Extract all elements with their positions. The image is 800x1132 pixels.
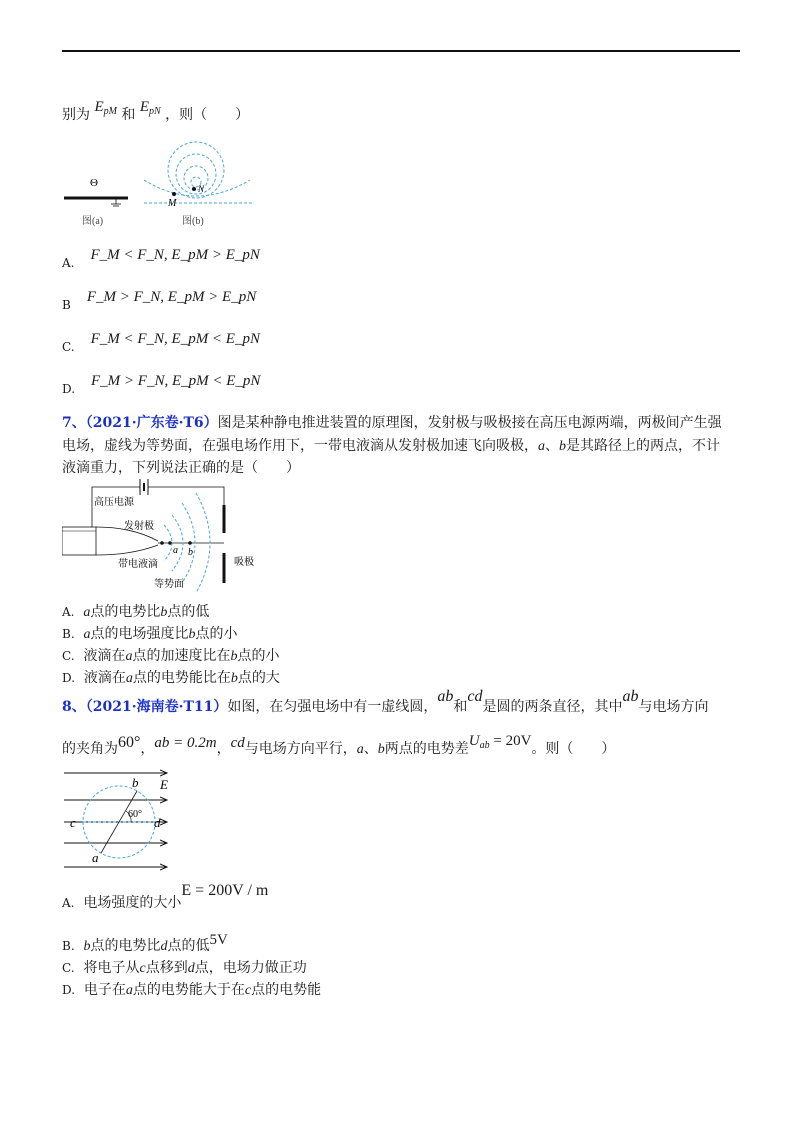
q8-fig-a: a [92,850,99,865]
q6-option-expr: F_M < F_N, E_pM > E_pN [90,247,260,263]
q7-fig-absorber: 吸极 [234,557,254,568]
q6-option-expr: F_M < F_N, E_pM < E_pN [90,331,260,347]
q7-fig-droplet: 带电液滴 [118,559,158,570]
q7-figure [62,475,282,595]
q7-line1: 7、（2021·广东卷·T6）图是某种静电推进装置的原理图，发射极与吸极接在高压电源两端，两极间产生强 [62,415,722,431]
q8-fig-c: c [70,815,76,830]
q8-line1: 8、（2021·海南卷·T11）如图，在匀强电场中有一虚线圆，ab和cd是圆的两条直径，其中ab与电场方向 [62,688,709,715]
q6-option-expr: F_M > F_N, E_pM < E_pN [91,373,261,389]
q8-option-d[interactable]: D. 电子在a点的电势能大于在c点的电势能 [62,982,322,998]
q6-stem: 别为 $E_{pM}$ 和 $E_{pN}$ ，则（ ） [62,99,250,123]
q6-figure-a [64,177,128,227]
q6-fig-a-charge: Θ [90,177,98,189]
q6-fig-b-N: N [198,184,205,194]
q6-option-c[interactable]: C. F_M < F_N, E_pM < E_pN [62,331,260,354]
q6-figure-b [144,142,252,227]
q8-line2: 的夹角为60°，ab = 0.2m，cd与电场方向平行，a、b两点的电势差$U_{ab} = 20V$。则（ ） [62,733,616,757]
q7-fig-b: b [188,547,193,558]
q7-source: （2021·广东卷·T6） [85,415,218,431]
q6-option-b[interactable]: B F_M > F_N, E_pM > E_pN [62,289,257,312]
q7-number: 7、 [62,415,86,431]
q6-option-expr: F_M > F_N, E_pM > E_pN [86,289,257,305]
q8-fig-b: b [132,775,139,790]
q7-line3: 液滴重力，下列说法正确的是（ ） [62,460,300,476]
q8-option-b[interactable]: B. b点的电势比d点的低5V [62,932,228,954]
q6-option-a[interactable]: A. F_M < F_N, E_pM > E_pN [62,247,260,270]
q8-option-c[interactable]: C. 将电子从c点移到d点，电场力做正功 [62,960,307,976]
q6-fig-a-caption: 图(a) [82,216,104,227]
q7-option-d[interactable]: D. 液滴在a点的电势能比在b点的大 [62,670,280,686]
q6-fig-b-M: M [168,198,177,209]
q7-option-a[interactable]: A. a点的电势比b点的低 [62,604,210,620]
q8-fig-angle: 60° [128,809,142,820]
q6-fig-b-caption: 图(b) [182,216,204,227]
header-rule [62,50,740,52]
q7-option-c[interactable]: C. 液滴在a点的加速度比在b点的小 [62,648,280,664]
q8-source: （2021·海南卷·T11） [85,699,228,715]
q7-option-b[interactable]: B. a点的电场强度比b点的小 [62,626,238,642]
q6-option-d[interactable]: D. F_M > F_N, E_pM < E_pN [62,373,261,396]
q6-figures [62,140,262,230]
q8-figure [62,765,212,875]
q7-fig-a: a [173,545,178,556]
q8-fig-d: d [154,815,161,830]
q8-fig-E: E [160,777,168,792]
q8-number: 8、 [62,699,86,715]
q7-line2: 电场，虚线为等势面，在强电场作用下，一带电液滴从发射极加速飞向吸极，a、b是其路径上的两点，不计 [62,438,720,454]
q7-fig-emitter: 发射极 [124,521,154,532]
q7-fig-power: 高压电源 [94,497,134,508]
q8-option-a[interactable]: A. 电场强度的大小E = 200V / m [62,882,269,911]
q7-fig-equipotential: 等势面 [154,579,184,590]
